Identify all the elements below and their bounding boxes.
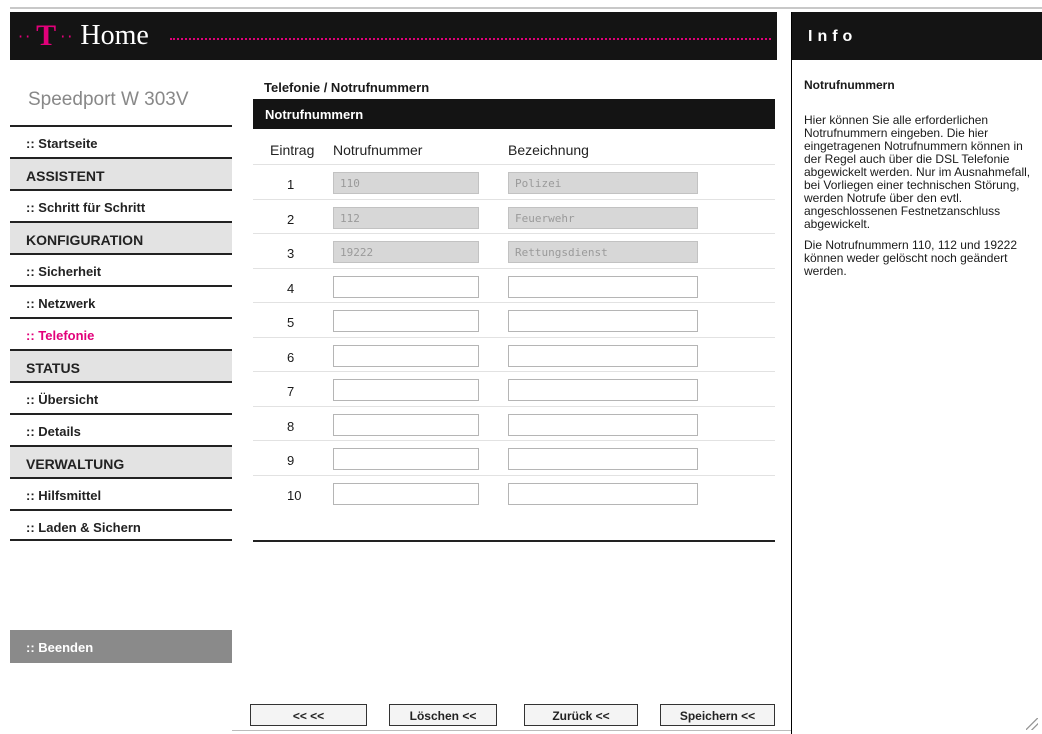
table-row [253,233,775,268]
info-title: Notrufnummern [804,78,895,92]
emergency-number-field[interactable] [333,483,479,505]
entry-number: 1 [287,177,295,192]
back-button[interactable]: Zurück << [524,704,638,726]
info-panel [791,12,1042,734]
sidebar-heading-verwaltung: VERWALTUNG [10,445,232,477]
emergency-number-field[interactable] [333,379,479,401]
table-row [253,371,775,406]
delete-button[interactable]: Löschen << [389,704,497,726]
table-row [253,440,775,475]
description-field: Feuerwehr [508,207,698,229]
info-paragraph: Die Notrufnummern 110, 112 und 19222 können weder gelöscht noch geändert werden. [804,238,1018,278]
entry-number: 6 [287,349,295,365]
device-name: Speedport W 303V [28,89,189,110]
table-row [253,337,775,372]
brand-dots: ·· [18,26,33,46]
breadcrumb: Telefonie / Notrufnummern [264,80,430,95]
entry-number: 3 [287,246,295,261]
sidebar-item-laden-sichern[interactable]: :: Laden & Sichern [10,509,232,541]
top-rule [10,7,1042,9]
emergency-number-field: 19222 [333,241,479,263]
sidebar-item-startseite[interactable]: :: Startseite [10,125,232,157]
back-back-button[interactable]: << << [250,704,367,726]
entry-number: 4 [287,280,295,296]
section-title: Notrufnummern [253,99,775,129]
emergency-number-field[interactable] [333,276,479,298]
info-header: Info [792,12,1042,60]
emergency-number-field: 112 [333,207,479,229]
brand [18,19,149,52]
brand-dots: ·· [60,26,75,46]
t-logo-icon: T [36,19,57,52]
resize-grip-icon[interactable] [1026,718,1038,730]
column-header-label: Bezeichnung [508,142,589,158]
entry-number: 10 [287,487,302,503]
description-field[interactable] [508,276,698,298]
description-field[interactable] [508,414,698,436]
bottom-rule [232,730,792,731]
header-bar [10,12,777,60]
description-field[interactable] [508,379,698,401]
sidebar-item-netzwerk[interactable]: :: Netzwerk [10,285,232,317]
dotted-trail [170,38,771,40]
emergency-number-field[interactable] [333,345,479,367]
entry-number: 2 [287,211,295,227]
entry-number: 5 [287,315,295,330]
save-button[interactable]: Speichern << [660,704,775,726]
entry-number: 8 [287,418,295,434]
emergency-number-field[interactable] [333,414,479,436]
sidebar-item-telefonie[interactable]: :: Telefonie [10,317,232,349]
table-row [253,302,775,337]
description-field: Polizei [508,172,698,194]
sidebar-heading-konfiguration: KONFIGURATION [10,221,232,253]
description-field[interactable] [508,448,698,470]
description-field[interactable] [508,310,698,332]
table-bottom-rule [253,540,775,542]
sidebar-item-übersicht[interactable]: :: Übersicht [10,381,232,413]
column-header-entry: Eintrag [270,142,315,158]
logout-button[interactable]: :: Beenden [10,630,232,663]
description-field: Rettungsdienst [508,241,698,263]
sidebar-heading-assistent: ASSISTENT [10,157,232,189]
sidebar-item-sicherheit[interactable]: :: Sicherheit [10,253,232,285]
info-paragraph: Hier können Sie alle erforderlichen Notrufnummern eingeben. Die hier eingetragenen Notrufnummern können in der Regel auch über die DSL Telefonie abgewickelt werden. Nur im Ausnahmefall, bei Vorliegen einer technischen Störung, werden Notrufe über den evtl. angeschlossenen Festnetzanschluss abgewickelt. [804,113,1031,231]
sidebar-item-schritt-für-schritt[interactable]: :: Schritt für Schritt [10,189,232,221]
entry-number: 7 [287,384,295,399]
sidebar-item-details[interactable]: :: Details [10,413,232,445]
table-row [253,199,775,234]
sidebar-nav [10,125,232,541]
table-row [253,406,775,441]
table-row [253,268,775,303]
entry-number: 9 [287,453,295,468]
brand-name: Home [80,20,149,51]
table-row [253,164,775,199]
description-field[interactable] [508,345,698,367]
table-row [253,475,775,510]
column-header-number: Notrufnummer [333,142,423,158]
emergency-number-field[interactable] [333,448,479,470]
emergency-number-field: 110 [333,172,479,194]
description-field[interactable] [508,483,698,505]
sidebar-heading-status: STATUS [10,349,232,381]
emergency-number-field[interactable] [333,310,479,332]
sidebar-item-hilfsmittel[interactable]: :: Hilfsmittel [10,477,232,509]
